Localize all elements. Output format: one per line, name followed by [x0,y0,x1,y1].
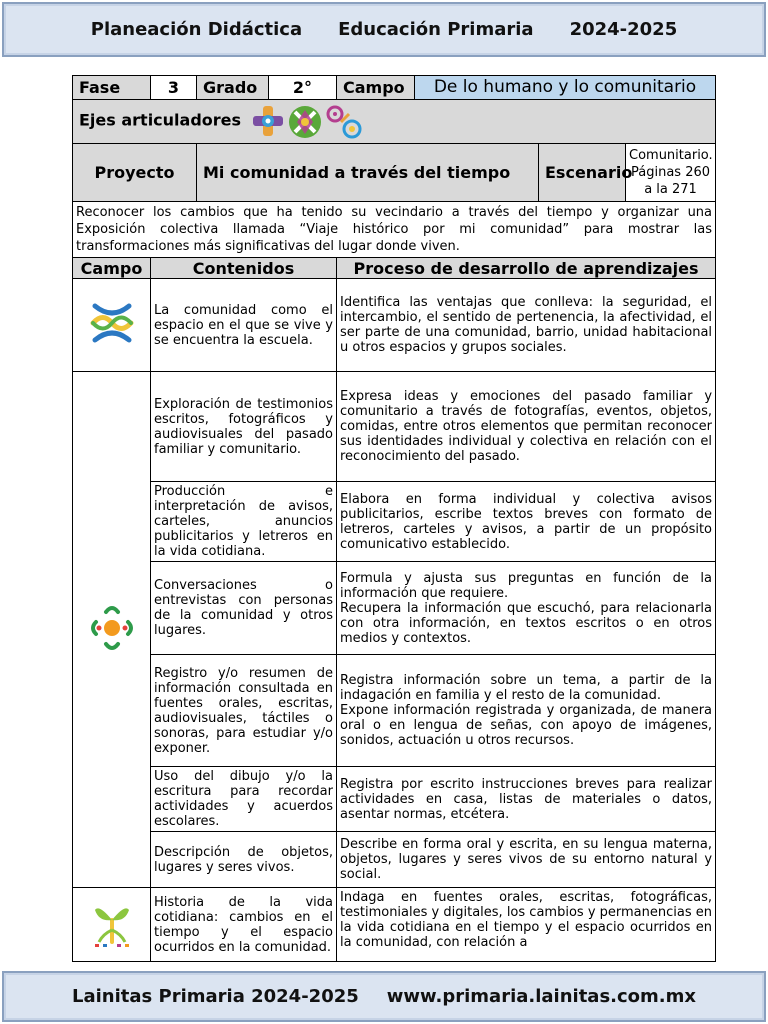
table-row [73,655,716,767]
ejes-icons [251,104,363,140]
header-proceso: Proceso de desarrollo de aprendizajes [337,258,716,279]
campo-cell [73,888,151,962]
table-row [73,767,716,832]
proceso-cell: Formula y ajusta sus preguntas en función de la información que requiere. Recupera la información que escuchó, para relacionarla con otra información, en textos escritos o en otros medios y contextos. [337,562,716,655]
fase-label: Fase [73,76,151,100]
table-row [73,279,716,372]
proceso-cell: Identifica las ventajas que conlleva: la seguridad, el intercambio, el sentido de pertenencia, la afectividad, el ser parte de una comunidad, barrio, unidad habitacional u otros espacios y grupos sociales. [337,279,716,372]
footer-url: www.primaria.lainitas.com.mx [386,986,696,1007]
table-row [73,482,716,562]
description-row [73,202,716,258]
proyecto-value: Mi comunidad a través del tiempo [197,144,539,202]
contenido-cell: Descripción de objetos, lugares y seres vivos. [151,832,337,888]
proceso-cell: Registra información sobre un tema, a partir de la indagación en familia y el resto de la comunidad. Expone información registrada y organizada, de manera oral o en lengua de señas, con apoyo de imágenes, sonidos, actuación u otros recursos. [337,655,716,767]
proceso-cell: Describe en forma oral y escrita, en su lengua materna, objetos, lugares y seres vivos de su entorno natural y social. [337,832,716,888]
project-description: Reconocer los cambios que ha tenido su vecindario a través del tiempo y organizar una Exposición colectiva llamada “Viaje histórico por mi comunidad” para mostrar las transformaciones más significativas del lugar donde viven. [73,202,716,258]
grado-label: Grado [197,76,269,100]
humano-comunitario-icon [89,898,135,948]
proceso-cell: Indaga en fuentes orales, escritas, fotográficas, testimoniales y digitales, los cambios y permanencias en la vida cotidiana en el tiempo y el espacio ocurridos en la comunidad, con relación a [337,888,716,962]
planning-table [72,75,716,962]
table-row [73,562,716,655]
fase-value: 3 [151,76,197,100]
proyecto-row [73,144,716,202]
contenido-cell: Exploración de testimonios escritos, fotográficos y audiovisuales del pasado familiar y comunitario. [151,372,337,482]
ejes-label: Ejes articuladores [79,110,242,129]
vida-saludable-icon [325,104,363,140]
contenido-cell: La comunidad como el espacio en el que se vive y se encuentra la escuela. [151,279,337,372]
table-row [73,888,716,962]
proceso-cell: Elabora en forma individual y colectiva avisos publicitarios, escribe textos breves con formato de letreros, carteles y avisos, a partir de un propósito comunicativo establecido. [337,482,716,562]
header-contenidos: Contenidos [151,258,337,279]
header-year: 2024-2025 [569,19,678,40]
escenario-value: Comunitario. Páginas 260 a la 271 [626,144,716,202]
campo-value: De lo humano y lo comunitario [415,76,716,100]
contenido-cell: Registro y/o resumen de información consultada en fuentes orales, escritas, audiovisuales, táctiles o sonoras, para estudiar y/o exponer. [151,655,337,767]
table-row [73,832,716,888]
inclusion-icon [251,104,285,138]
header-banner [2,2,766,57]
campo-cell [73,372,151,888]
contenido-cell: Producción e interpretación de avisos, carteles, anuncios publicitarios y letreros en la vida cotidiana. [151,482,337,562]
interculturalidad-icon [287,104,323,140]
campo-label: Campo [337,76,415,100]
contenido-cell: Historia de la vida cotidiana: cambios en el tiempo y el espacio ocurridos en la comunidad. [151,888,337,962]
lenguajes-icon [88,602,136,654]
contenido-cell: Uso del dibujo y/o la escritura para recordar actividades y acuerdos escolares. [151,767,337,832]
table-row [73,372,716,482]
proceso-cell: Expresa ideas y emociones del pasado familiar y comunitario a través de fotografías, eventos, objetos, comidas, entre otros elementos que permitan reconocer sus identidades individual y colectiva en relación con el reconocimiento del pasado. [337,372,716,482]
escenario-label: Escenario [539,144,626,202]
header-level: Educación Primaria [338,19,534,40]
ejes-row [73,100,716,144]
footer-brand: Lainitas Primaria 2024-2025 [72,986,359,1007]
proceso-cell: Registra por escrito instrucciones breves para realizar actividades en casa, listas de materiales o datos, asentar normas, etcétera. [337,767,716,832]
contenido-cell: Conversaciones o entrevistas con personas de la comunidad y otros lugares. [151,562,337,655]
info-row [73,76,716,100]
grado-value: 2° [269,76,337,100]
etica-naturaleza-icon [87,298,137,348]
proyecto-label: Proyecto [73,144,197,202]
header-title: Planeación Didáctica [90,19,303,40]
header-campo: Campo [73,258,151,279]
footer-banner [2,971,766,1022]
campo-cell [73,279,151,372]
column-headers [73,258,716,279]
